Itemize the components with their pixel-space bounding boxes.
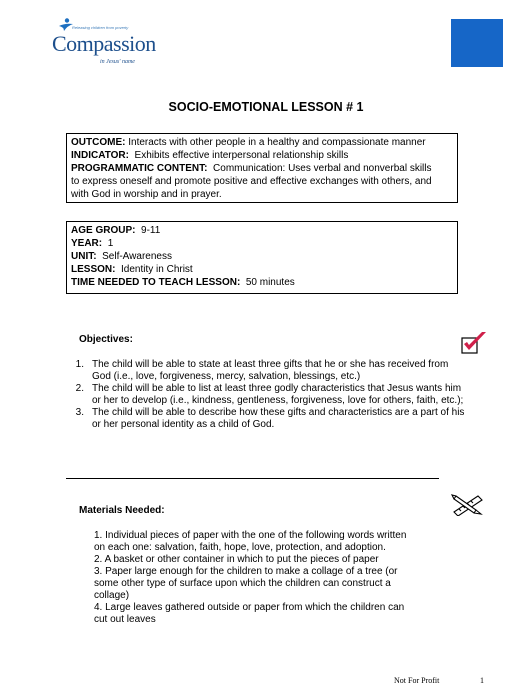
materials-heading: Materials Needed: bbox=[79, 505, 165, 516]
content-text: Communication: Uses verbal and nonverbal skills bbox=[213, 163, 432, 174]
age-value: 9-11 bbox=[141, 225, 161, 236]
content-label: PROGRAMMATIC CONTENT: bbox=[71, 163, 208, 174]
year-value: 1 bbox=[107, 238, 114, 249]
objective-item bbox=[66, 383, 476, 407]
checkbox-check-icon bbox=[459, 330, 489, 356]
material-line: 4. Large leaves gathered outside or paper from which the children can bbox=[94, 602, 405, 613]
lesson-row bbox=[71, 263, 453, 276]
material-line: 1. Individual pieces of paper with the one of the following words written bbox=[94, 530, 407, 541]
lesson-label: LESSON: bbox=[71, 264, 116, 275]
material-line: 3. Paper large enough for the children to make a collage of a tree (or bbox=[94, 566, 398, 577]
materials-list bbox=[94, 530, 444, 626]
unit-value: Self-Awareness bbox=[102, 251, 172, 262]
material-line: cut out leaves bbox=[94, 614, 156, 625]
unit-label: UNIT: bbox=[71, 251, 97, 262]
objective-number: 2. bbox=[75, 383, 84, 394]
unit-row bbox=[71, 250, 453, 263]
time-row bbox=[71, 276, 453, 289]
objective-item bbox=[66, 359, 476, 383]
outcome-label: OUTCOME: bbox=[71, 137, 126, 148]
outcome-text: Interacts with other people in a healthy and compassionate manner bbox=[128, 137, 426, 148]
time-label: TIME NEEDED TO TEACH LESSON: bbox=[71, 277, 241, 288]
indicator-row bbox=[71, 149, 453, 162]
corner-blue-block bbox=[451, 19, 503, 67]
material-item bbox=[94, 602, 444, 626]
lesson-value: Identity in Christ bbox=[121, 264, 193, 275]
material-item bbox=[94, 530, 444, 554]
compassion-logo bbox=[52, 18, 164, 68]
objective-item bbox=[66, 407, 476, 431]
year-row bbox=[71, 237, 453, 250]
page-title: SOCIO-EMOTIONAL LESSON # 1 bbox=[168, 100, 364, 114]
objectives-heading: Objectives: bbox=[79, 334, 133, 345]
objective-number: 1. bbox=[75, 359, 84, 370]
content-line-3: with God in worship and in prayer. bbox=[71, 189, 222, 200]
material-item bbox=[94, 566, 444, 602]
objectives-list bbox=[66, 359, 476, 431]
pencil-ruler-icon bbox=[450, 490, 486, 516]
content-line-2: to express oneself and promote positive and effective exchanges with others, and bbox=[71, 176, 432, 187]
objective-line: The child will be able to describe how these gifts and characteristics are a part of his bbox=[92, 407, 465, 418]
objective-line: God (i.e., love, forgiveness, mercy, salvation, blessings, etc.) bbox=[92, 371, 361, 382]
time-value: 50 minutes bbox=[245, 277, 295, 288]
objective-line: The child will be able to state at least three gifts that he or she has received from bbox=[92, 359, 449, 370]
logo-subtitle: in Jesus' name bbox=[100, 59, 135, 65]
content-row bbox=[71, 162, 453, 175]
material-line: 2. A basket or other container in which to put the pieces of paper bbox=[94, 554, 379, 565]
indicator-text: Exhibits effective interpersonal relationship skills bbox=[134, 150, 349, 161]
material-line: on each one: salvation, faith, hope, love, protection, and adoption. bbox=[94, 542, 386, 553]
logo-tagline: Releasing children from poverty bbox=[72, 25, 129, 30]
outcome-box bbox=[66, 133, 458, 203]
year-label: YEAR: bbox=[71, 238, 103, 249]
outcome-row bbox=[71, 136, 453, 149]
objective-number: 3. bbox=[75, 407, 84, 418]
footer-note: Not For Profit bbox=[394, 676, 440, 685]
objective-line: The child will be able to list at least three godly characteristics that Jesus wants him bbox=[92, 383, 462, 394]
material-line: some other type of surface upon which the children can construct a bbox=[94, 578, 391, 589]
page-number: 1 bbox=[480, 676, 484, 685]
material-line: collage) bbox=[94, 590, 130, 601]
lesson-info-box bbox=[66, 221, 458, 294]
logo-brand: Compassion bbox=[52, 31, 156, 56]
age-row bbox=[71, 224, 453, 237]
section-divider bbox=[66, 478, 439, 479]
objective-line: or her to develop (i.e., kindness, gentleness, forgiveness, love for others, faith, etc.); bbox=[92, 395, 464, 406]
objective-line: or her personal identity as a child of God. bbox=[92, 419, 275, 430]
age-label: AGE GROUP: bbox=[71, 225, 136, 236]
indicator-label: INDICATOR: bbox=[71, 150, 129, 161]
material-item bbox=[94, 554, 444, 566]
